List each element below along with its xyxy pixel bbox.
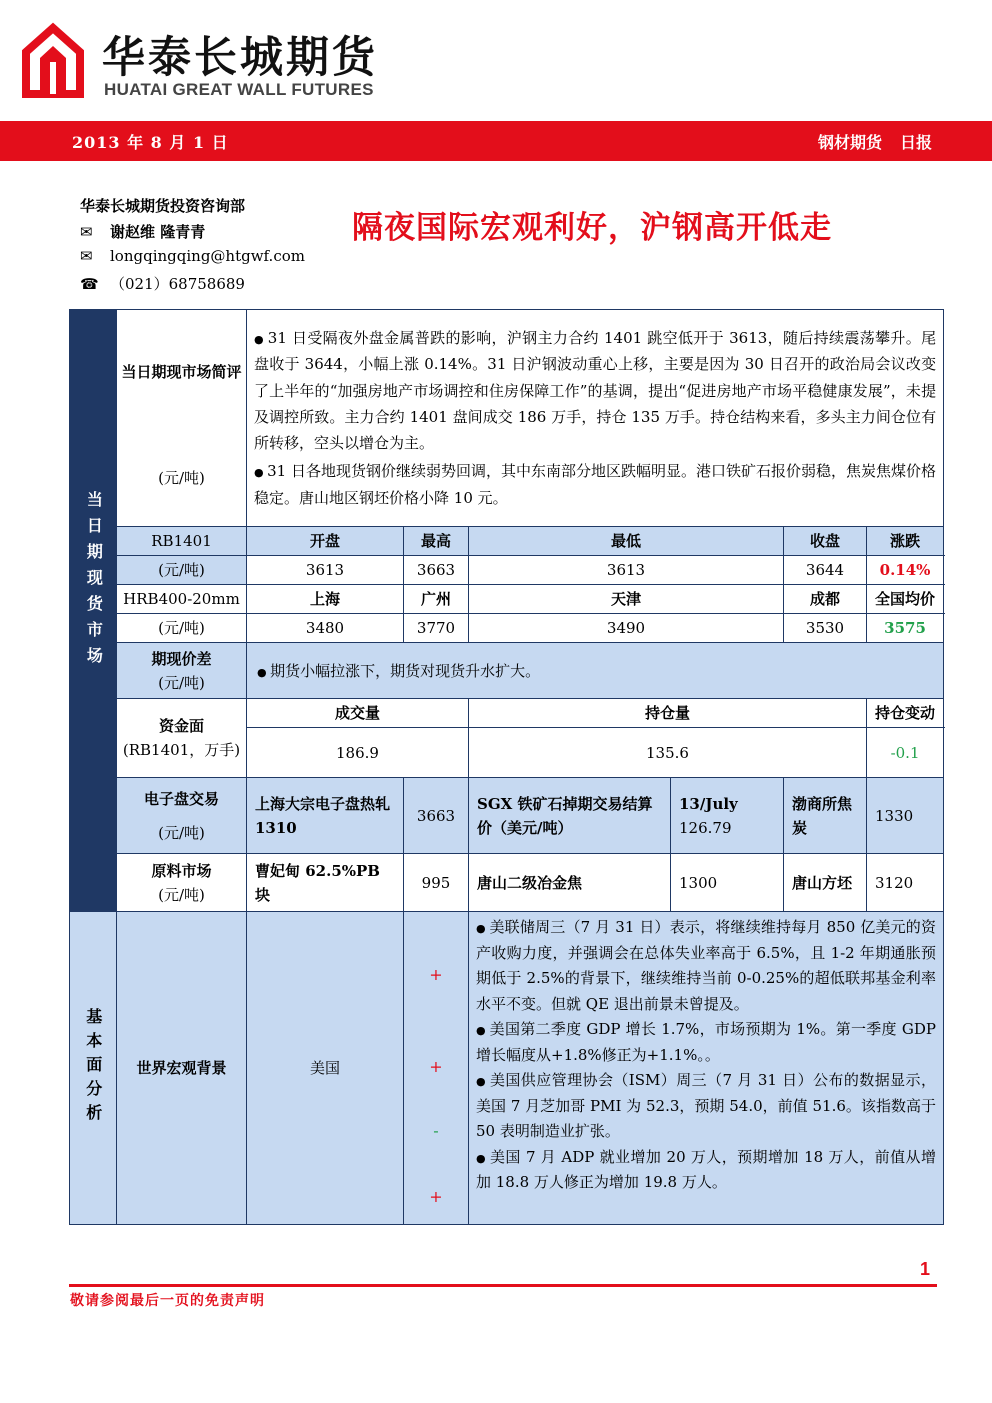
hrb-shanghai-value: 3480: [247, 614, 404, 643]
company-logo: [20, 22, 86, 98]
hrb-header-tianjin: 天津: [469, 585, 784, 614]
brand-name-en: HUATAI GREAT WALL FUTURES: [104, 80, 374, 99]
author-row: [80, 221, 205, 242]
review-label-cell: [117, 310, 247, 527]
header-bar: [0, 121, 992, 161]
rb-high-value: 3663: [404, 556, 469, 585]
report-type: 钢材期货: [817, 133, 882, 152]
macro-country: 美国: [247, 912, 404, 1225]
fund-volume-value: 186.9: [247, 728, 469, 778]
page-number: 1: [920, 1259, 931, 1279]
basis-label-cell: [117, 643, 247, 699]
rb-header-close: 收盘: [784, 527, 867, 556]
author-names: 谢赵维 隆青青: [110, 223, 206, 241]
mail-icon: ✉: [80, 247, 93, 265]
phone-icon: ☎: [80, 275, 99, 293]
rb-close-value: 3644: [784, 556, 867, 585]
review-unit: (元/吨): [158, 469, 205, 487]
review-text-cell: [247, 310, 944, 527]
epan-value-2-cell: [671, 778, 784, 854]
rb-header-low: 最低: [469, 527, 784, 556]
hrb-header-national: 全国均价: [867, 585, 944, 614]
disclaimer-note[interactable]: 敬请参阅最后一页的免责声明: [70, 1293, 265, 1309]
rb-header-open: 开盘: [247, 527, 404, 556]
hrb-guangzhou-value: 3770: [404, 614, 469, 643]
macro-mark-1: +: [429, 965, 443, 984]
basis-label: 期现价差: [151, 649, 212, 668]
fundamentals-table: [69, 853, 944, 1225]
fund-header-oi-change: 持仓变动: [867, 699, 944, 728]
hrb-header-shanghai: 上海: [247, 585, 404, 614]
rb-label: RB1401: [117, 527, 247, 556]
phone-row: [80, 273, 245, 294]
raw-value-3: 3120: [867, 854, 944, 912]
raw-value-1: 995: [404, 854, 469, 912]
hrb-chengdu-value: 3530: [784, 614, 867, 643]
rb-change-value: 0.14%: [867, 556, 944, 585]
fund-header-volume: 成交量: [247, 699, 469, 728]
macro-paragraph-2: ● 美国第二季度 GDP 增长 1.7%，市场预期为 1%。第一季度 GDP 增长幅度从+1.8%修正为+1.1%。。: [476, 1017, 936, 1068]
fund-oi-value: 135.6: [469, 728, 867, 778]
raw-item-2: 唐山二级冶金焦: [469, 854, 671, 912]
brand-name-cn: 华泰长城期货: [102, 33, 378, 83]
basis-text: ● 期货小幅拉涨下，期货对现货升水扩大。: [257, 662, 540, 680]
epan-label-cell: [117, 778, 247, 854]
report-frequency: 日报: [899, 133, 932, 152]
fund-oi-change-value: -0.1: [867, 728, 944, 778]
macro-mark-3: -: [433, 1121, 439, 1141]
raw-item-3: 唐山方坯: [784, 854, 867, 912]
mail-icon: ✉: [80, 223, 93, 241]
review-paragraph-2: ● 31 日各地现货钢价继续弱势回调，其中东南部分地区跌幅明显。港口铁矿石报价弱稳，焦炭焦煤价格稳定。唐山地区钢坯价格小降 10 元。: [254, 458, 936, 511]
raw-value-2: 1300: [671, 854, 784, 912]
author-email[interactable]: longqingqing@htgwf.com: [110, 247, 305, 265]
fund-header-oi: 持仓量: [469, 699, 867, 728]
hrb-header-guangzhou: 广州: [404, 585, 469, 614]
hrb-unit: (元/吨): [117, 614, 247, 643]
review-label: 当日期现市场简评: [121, 363, 242, 381]
raw-label-cell: [117, 854, 247, 912]
hrb-tianjin-value: 3490: [469, 614, 784, 643]
market-table: [69, 309, 944, 854]
macro-marks-cell: [404, 912, 469, 1225]
author-phone: （021）68758689: [110, 275, 245, 293]
fund-label-cell: [117, 699, 247, 778]
macro-paragraph-1: ● 美联储周三（7 月 31 日）表示，将继续维持每月 850 亿美元的资产收购力度，并强调会在总体失业率高于 6.5%，且 1-2 年期通胀预期低于 2.5%的背景下，继续维持当前 0-0.25%的超低联邦基金利率水平不变。但就 QE 退出前景未曾提及。: [476, 915, 936, 1017]
epan-value-2: 126.79: [679, 818, 732, 837]
side-label-fundamental: 基本面分析: [70, 912, 117, 1225]
side-label-market-cont: [70, 854, 117, 912]
epan-item-1: 上海大宗电子盘热轧 1310: [247, 778, 404, 854]
macro-paragraph-4: ● 美国 7 月 ADP 就业增加 20 万人，预期增加 18 万人，前值从增加 18.8 万人修正为增加 19.8 万人。: [476, 1145, 936, 1196]
side-label-market: 当日期现货市场: [70, 310, 117, 854]
macro-mark-4: +: [429, 1186, 443, 1206]
macro-paragraph-3: ● 美国供应管理协会（ISM）周三（7 月 31 日）公布的数据显示，美国 7 月芝加哥 PMI 为 52.3，预期 54.0，前值 51.6。该指数高于 50 表明制造业扩张。: [476, 1068, 936, 1145]
fund-label: 资金面: [158, 717, 204, 735]
email-row: [80, 247, 305, 265]
epan-unit: (元/吨): [158, 823, 205, 842]
macro-label: 世界宏观背景: [117, 912, 247, 1225]
epan-label: 电子盘交易: [143, 789, 219, 808]
raw-label: 原料市场: [151, 861, 212, 880]
macro-text-cell: [469, 912, 944, 1225]
rb-open-value: 3613: [247, 556, 404, 585]
department: 华泰长城期货投资咨询部: [80, 197, 246, 215]
rb-unit: (元/吨): [117, 556, 247, 585]
raw-item-1: 曹妃甸 62.5%PB 块: [247, 854, 404, 912]
report-date: 2013 年 8 月 1 日: [72, 133, 229, 152]
review-paragraph-1: ● 31 日受隔夜外盘金属普跌的影响，沪钢主力合约 1401 跳空低开于 3613，随后持续震荡攀升。尾盘收于 3644，小幅上涨 0.14%。31 日沪钢波动重心上移，主要是因为 30 日召开的政治局会议改变了上半年的“加强房地产市场调控和住房保障工作”的基调，提出“促进房地产市场平稳健康发展”，未提及调控所致。主力合约 1401 盘间成交 186 万手，持仓 135 万手。持仓结构来看，多头主力间仓位有所转移，空头以增仓为主。: [254, 325, 936, 456]
basis-text-cell: [247, 643, 944, 699]
rb-low-value: 3613: [469, 556, 784, 585]
rb-header-change: 涨跌: [867, 527, 944, 556]
epan-value-1: 3663: [404, 778, 469, 854]
basis-unit: (元/吨): [158, 673, 205, 692]
epan-value-3: 1330: [867, 778, 944, 854]
raw-unit: (元/吨): [158, 885, 205, 904]
epan-item-3: 渤商所焦炭: [784, 778, 867, 854]
epan-date-2: 13/July: [679, 794, 738, 813]
fund-sublabel: (RB1401，万手): [122, 741, 241, 759]
report-headline: 隔夜国际宏观利好，沪钢高开低走: [352, 210, 832, 246]
footer-divider: [69, 1284, 937, 1287]
hrb-header-chengdu: 成都: [784, 585, 867, 614]
macro-mark-2: +: [429, 1056, 443, 1076]
hrb-national-value: 3575: [867, 614, 944, 643]
rb-header-high: 最高: [404, 527, 469, 556]
hrb-label: HRB400-20mm: [117, 585, 247, 614]
epan-item-2: SGX 铁矿石掉期交易结算价（美元/吨）: [469, 778, 671, 854]
